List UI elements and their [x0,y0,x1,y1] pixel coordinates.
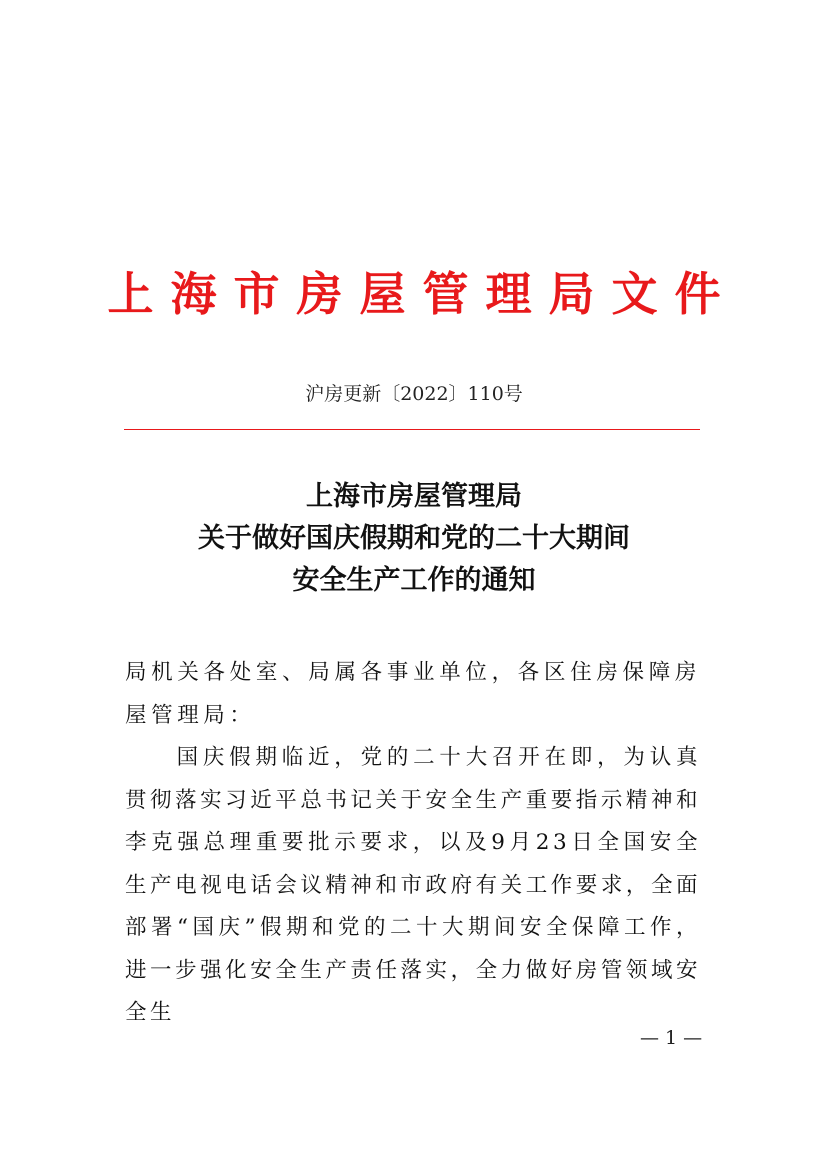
notice-title-line-2: 关于做好国庆假期和党的二十大期间 [198,523,630,554]
notice-title-line-3: 安全生产工作的通知 [292,565,536,596]
document-number: 沪房更新〔2022〕110号 [305,383,523,405]
page-number: — 1 — [640,1027,703,1049]
notice-title [0,476,828,602]
notice-title-line-1: 上海市房屋管理局 [306,481,522,512]
issuer-title: 上海市房屋管理局文件 [107,267,738,321]
body-paragraph: 国庆假期临近，党的二十大召开在即，为认真贯彻落实习近平总书记关于安全生产重要指示精神和李克强总理重要批示要求，以及9月23日全国安全生产电视电话会议精神和市政府有关工作要求，全面部署“国庆”假期和党的二十大期间安全保障工作，进一步强化安全生产责任落实，全力做好房管领域安全生 [125,745,701,1025]
recipients-paragraph: 局机关各处室、局属各事业单位，各区住房保障房屋管理局： [125,660,701,728]
document-body [125,652,701,1035]
red-divider-line [124,429,700,430]
